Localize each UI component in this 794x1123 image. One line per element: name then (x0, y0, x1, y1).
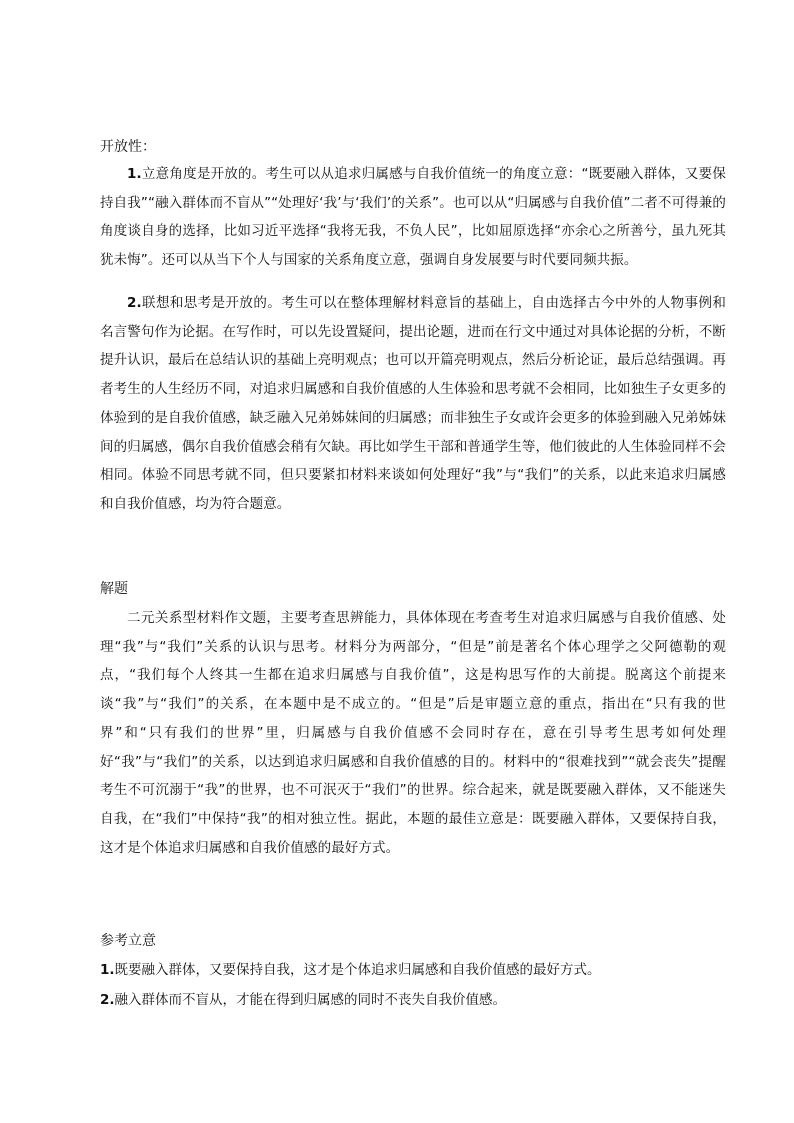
item-number: 1. (100, 962, 115, 978)
solve-paragraph: 二元关系型材料作文题，主要考查思辨能力，具体体现在考查考生对追求归属感与自我价值感、处理“我”与“我们”关系的认识与思考。材料分为两部分，“但是”前是著名个体心理学之父阿德勒的观点，“我们每个人终其一生都在追求归属感与自我价值”，这是构思写作的大前提。脱离这个前提来谈“我”与“我们”的关系，在本题中是不成立的。“但是”后是审题立意的重点，指出在“只有我的世界”和“只有我们的世界”里，归属感与自我价值感不会同时存在，意在引导考生思考如何处理好“我”与“我们”的关系，以达到追求归属感和自我价值感的目的。材料中的“很难找到”“就会丧失”提醒考生不可沉溺于“我”的世界，也不可泯灭于“我们”的世界。综合起来，就是既要融入群体，又不能迷失自我，在“我们”中保持“我”的相对独立性。据此，本题的最佳立意是：既要融入群体，又要保持自我，这才是个体追求归属感和自我价值感的最好方式。 (100, 610, 726, 856)
item-text: 既要融入群体，又要保持自我，这才是个体追求归属感和自我价值感的最好方式。 (114, 962, 601, 978)
reference-heading: 参考立意 (100, 933, 156, 949)
openness-paragraph-1 (100, 160, 726, 275)
item-number: 2. (100, 992, 115, 1008)
item-text: 融入群体而不盲从，才能在得到归属感的同时不丧失自我价值感。 (114, 992, 507, 1008)
reference-item-2 (100, 986, 726, 1015)
openness-paragraph-2 (100, 289, 726, 519)
solve-heading: 解题 (100, 581, 128, 597)
reference-item-1 (100, 956, 726, 985)
paragraph-text: 联想和思考是开放的。考生可以在整体理解材料意旨的基础上，自由选择古今中外的人物事例和名言警句作为论据。在写作时，可以先设置疑问，提出论题，进而在行文中通过对具体论据的分析，不断提升认识，最后在总结认识的基础上亮明观点；也可以开篇亮明观点，然后分析论证，最后总结强调。再者考生的人生经历不同，对追求归属感和自我价值感的人生体验和思考就不会相同，比如独生子女更多的体验到的是自我价值感，缺乏融入兄弟姊妹间的归属感；而非独生子女或许会更多的体验到融入兄弟姊妹间的归属感，偶尔自我价值感会稍有欠缺。再比如学生干部和普通学生等，他们彼此的人生体验同样不会相同。体验不同思考就不同，但只要紧扣材料来谈如何处理好“我”与“我们”的关系，以此来追求归属感和自我价值感，均为符合题意。 (100, 295, 726, 512)
openness-heading: 开放性： (100, 139, 156, 155)
paragraph-number: 2. (127, 295, 142, 311)
paragraph-number: 1. (127, 166, 142, 182)
paragraph-text: 立意角度是开放的。考生可以从追求归属感与自我价值统一的角度立意：“既要融入群体，又要保持自我”“融入群体而不盲从”“处理好‘我’与‘我们’的关系”。也可以从“归属感与自我价值”二者不可得兼的角度谈自身的选择，比如习近平选择“我将无我，不负人民”，比如屈原选择“亦余心之所善兮，虽九死其犹未悔”。还可以从当下个人与国家的关系角度立意，强调自身发展要与时代要同频共振。 (100, 166, 726, 269)
